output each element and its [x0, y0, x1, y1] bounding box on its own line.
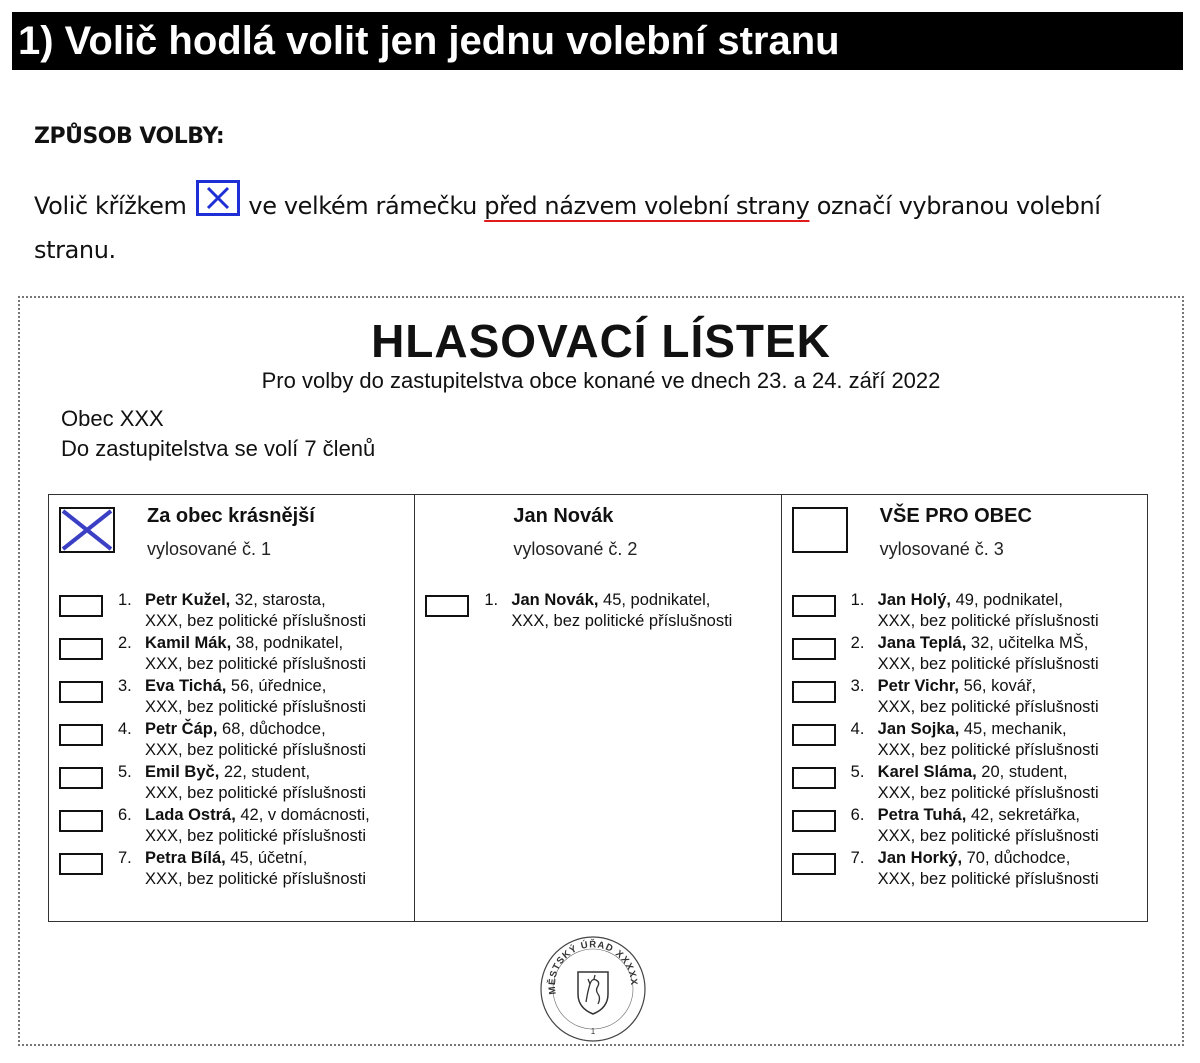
- instruction-text: [34, 180, 1184, 272]
- candidate-affiliation: XXX, bez politické příslušnosti: [145, 870, 367, 888]
- candidate-affiliation: XXX, bez politické příslušnosti: [145, 655, 367, 673]
- stamp-number: 1: [590, 1027, 596, 1036]
- coat-of-arms-lion-icon: [578, 972, 608, 1014]
- candidate-checkbox[interactable]: [59, 767, 103, 789]
- candidate-checkbox[interactable]: [59, 681, 103, 703]
- candidate-details: 32, učitelka MŠ,: [966, 634, 1089, 652]
- candidate-checkbox[interactable]: [792, 810, 836, 832]
- candidate-number: 1.: [850, 591, 865, 609]
- candidate-affiliation: XXX, bez politické příslušnosti: [877, 870, 1099, 888]
- candidate-details: 45, podnikatel,: [598, 591, 711, 609]
- party-draw-number: vylosované č. 1: [147, 539, 272, 559]
- candidate-number: 7.: [118, 849, 132, 867]
- candidate-affiliation: XXX, bez politické příslušnosti: [877, 741, 1099, 759]
- candidate-details: 49, podnikatel,: [951, 591, 1063, 609]
- candidate-list: [792, 591, 1143, 892]
- candidate-row: [59, 634, 410, 677]
- candidate-details: 56, úřednice,: [226, 677, 327, 695]
- instruction-middle: ve velkém rámečku: [248, 192, 477, 220]
- ballot-title: HLASOVACÍ LÍSTEK: [371, 315, 831, 367]
- candidate-row: [59, 763, 410, 806]
- candidate-name: Eva Tichá,: [145, 677, 227, 695]
- candidate-affiliation: XXX, bez politické příslušnosti: [145, 612, 367, 630]
- ballot-member-count: Do zastupitelstva se volí 7 členů: [61, 436, 376, 461]
- ballot-municipality: Obec XXX: [61, 406, 164, 431]
- candidate-name: Jana Teplá,: [877, 634, 967, 652]
- candidate-affiliation: XXX, bez politické příslušnosti: [145, 698, 367, 716]
- candidate-row: [792, 634, 1143, 677]
- candidate-details: 32, starosta,: [230, 591, 326, 609]
- candidate-list: [425, 591, 776, 634]
- candidate-row: [792, 591, 1143, 634]
- candidate-details: 42, sekretářka,: [966, 806, 1081, 824]
- candidate-list: [59, 591, 410, 892]
- candidate-name: Lada Ostrá,: [145, 806, 236, 824]
- party-checkbox[interactable]: [59, 507, 115, 553]
- candidate-checkbox[interactable]: [59, 595, 103, 617]
- candidate-checkbox[interactable]: [792, 681, 836, 703]
- candidate-name: Petr Vichr,: [877, 677, 959, 695]
- candidate-details: 70, důchodce,: [962, 849, 1071, 867]
- party-column-1: [49, 495, 415, 921]
- candidate-affiliation: XXX, bez politické příslušnosti: [877, 827, 1099, 845]
- party-draw-number: vylosované č. 2: [513, 539, 638, 559]
- candidate-number: 5.: [118, 763, 132, 781]
- candidate-row: [792, 806, 1143, 849]
- party-draw-number: vylosované č. 3: [879, 539, 1004, 559]
- ballot-subtitle: Pro volby do zastupitelstva obce konané ve dnech 23. a 24. září 2022: [261, 368, 941, 393]
- candidate-name: Petr Čáp,: [145, 720, 218, 738]
- candidate-name: Karel Sláma,: [877, 763, 977, 781]
- candidate-number: 4.: [118, 720, 132, 738]
- candidate-number: 3.: [850, 677, 865, 695]
- candidate-checkbox[interactable]: [792, 595, 836, 617]
- candidate-number: 3.: [118, 677, 132, 695]
- candidate-name: Jan Sojka,: [877, 720, 960, 738]
- candidate-number: 2.: [850, 634, 865, 652]
- candidate-affiliation: XXX, bez politické příslušnosti: [877, 784, 1099, 802]
- candidate-name: Jan Novák,: [511, 591, 599, 609]
- candidate-affiliation: XXX, bez politické příslušnosti: [145, 741, 367, 759]
- cross-sample-icon: [196, 180, 240, 216]
- candidate-checkbox[interactable]: [792, 767, 836, 789]
- candidate-details: 45, účetní,: [225, 849, 308, 867]
- candidate-details: 22, student,: [219, 763, 311, 781]
- method-label: ZPŮSOB VOLBY:: [34, 124, 225, 149]
- candidate-number: 6.: [118, 806, 132, 824]
- candidate-number: 5.: [850, 763, 865, 781]
- candidate-number: 1.: [484, 591, 499, 609]
- candidate-affiliation: XXX, bez politické příslušnosti: [511, 612, 733, 630]
- candidate-checkbox[interactable]: [425, 595, 469, 617]
- svg-text:MĚSTSKÝ ÚŘAD XXXXX: [546, 938, 639, 995]
- candidate-row: [792, 677, 1143, 720]
- candidate-number: 6.: [850, 806, 865, 824]
- banner-title: 1) Volič hodlá volit jen jednu volební stranu: [18, 19, 840, 63]
- candidate-name: Petra Tuhá,: [877, 806, 967, 824]
- candidate-checkbox[interactable]: [59, 638, 103, 660]
- candidate-name: Jan Horký,: [877, 849, 963, 867]
- candidate-checkbox[interactable]: [792, 724, 836, 746]
- candidate-name: Emil Byč,: [145, 763, 220, 781]
- party-name: Jan Novák: [513, 505, 614, 527]
- candidate-details: 56, kovář,: [958, 677, 1037, 695]
- candidate-checkbox[interactable]: [792, 853, 836, 875]
- instruction-after: označí vybranou volební stranu.: [34, 192, 1101, 264]
- party-columns: [48, 494, 1148, 922]
- party-column-3: [782, 495, 1147, 921]
- stamp-text: MĚSTSKÝ ÚŘAD XXXXX: [546, 939, 640, 996]
- candidate-affiliation: XXX, bez politické příslušnosti: [877, 698, 1099, 716]
- candidate-details: 38, podnikatel,: [231, 634, 344, 652]
- candidate-row: [425, 591, 776, 634]
- candidate-row: [792, 763, 1143, 806]
- party-column-2: [415, 495, 781, 921]
- section-banner: [12, 12, 1183, 70]
- candidate-affiliation: XXX, bez politické příslušnosti: [877, 655, 1099, 673]
- ballot: [18, 296, 1184, 1046]
- party-name: VŠE PRO OBEC: [879, 505, 1032, 527]
- instruction-before: Volič křížkem: [34, 192, 187, 220]
- candidate-affiliation: XXX, bez politické příslušnosti: [877, 612, 1099, 630]
- candidate-details: 45, mechanik,: [959, 720, 1067, 738]
- candidate-row: [59, 677, 410, 720]
- candidate-details: 20, student,: [976, 763, 1068, 781]
- candidate-row: [792, 720, 1143, 763]
- candidate-affiliation: XXX, bez politické příslušnosti: [145, 827, 367, 845]
- candidate-checkbox[interactable]: [792, 638, 836, 660]
- party-name: Za obec krásnější: [147, 505, 315, 527]
- party-checkbox[interactable]: [792, 507, 848, 553]
- candidate-row: [59, 720, 410, 763]
- candidate-row: [792, 849, 1143, 892]
- candidate-row: [59, 591, 410, 634]
- candidate-name: Kamil Mák,: [145, 634, 232, 652]
- candidate-details: 68, důchodce,: [217, 720, 326, 738]
- candidate-name: Petra Bílá,: [145, 849, 226, 867]
- candidate-checkbox[interactable]: [59, 724, 103, 746]
- candidate-number: 7.: [850, 849, 865, 867]
- candidate-details: 42, v domácnosti,: [235, 806, 370, 824]
- candidate-number: 4.: [850, 720, 865, 738]
- instruction-underlined: před názvem volební strany: [484, 192, 810, 220]
- candidate-row: [59, 806, 410, 849]
- official-stamp: [538, 934, 648, 1044]
- candidate-checkbox[interactable]: [59, 810, 103, 832]
- candidate-row: [59, 849, 410, 892]
- candidate-name: Petr Kužel,: [145, 591, 231, 609]
- candidate-number: 2.: [118, 634, 132, 652]
- candidate-number: 1.: [118, 591, 132, 609]
- candidate-checkbox[interactable]: [59, 853, 103, 875]
- candidate-name: Jan Holý,: [877, 591, 952, 609]
- candidate-affiliation: XXX, bez politické příslušnosti: [145, 784, 367, 802]
